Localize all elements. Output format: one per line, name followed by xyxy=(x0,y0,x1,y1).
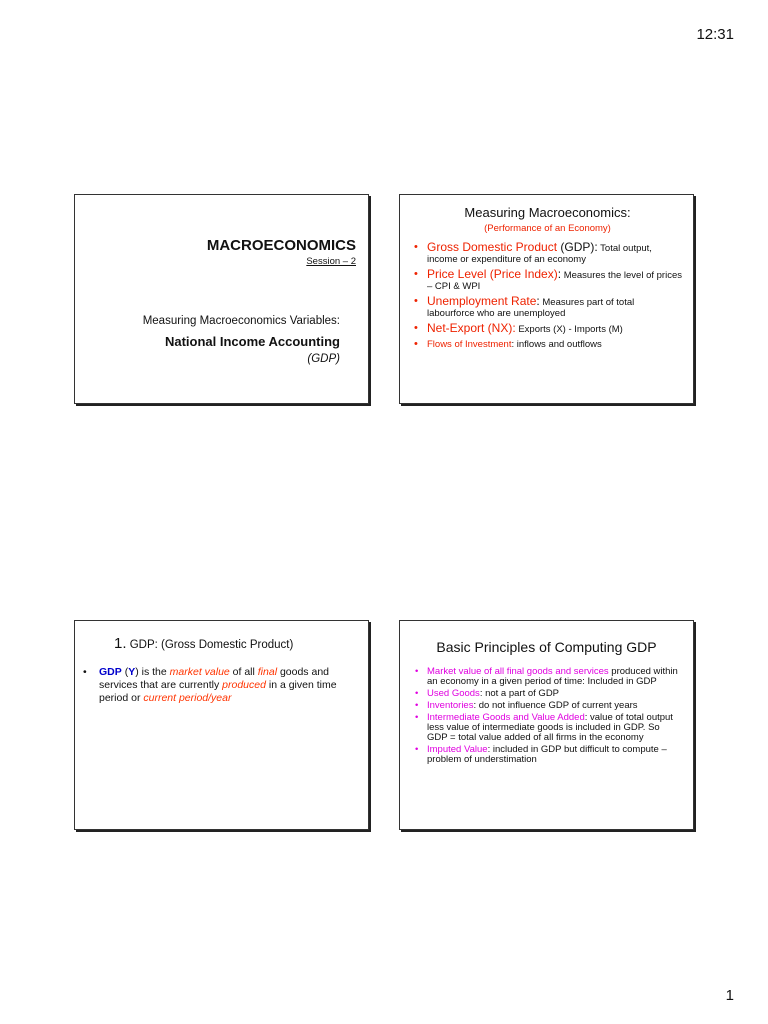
session-label: Session – 2 xyxy=(306,256,356,267)
list-item: • Net-Export (NX): Exports (X) - Imports (M) xyxy=(414,321,623,335)
slide-gdp xyxy=(74,620,369,830)
slide-heading: Measuring Macroeconomics: xyxy=(464,205,631,220)
slide-heading: Basic Principles of Computing GDP xyxy=(436,639,657,655)
list-item: • Market value of all final goods and services produced within an economy in a given period of time: Included in GDP xyxy=(415,666,678,687)
bullet-list xyxy=(412,242,683,350)
list-item: • Imputed Value: included in GDP but difficult to compute – problem of understimation xyxy=(415,744,667,765)
page-number: 1 xyxy=(725,987,734,1004)
list-item: • Price Level (Price Index): Measures the level of prices – CPI & WPI xyxy=(414,267,682,292)
subtitle-line-1: Measuring Macroeconomics Variables: xyxy=(142,315,340,327)
bullet-list xyxy=(412,667,681,765)
slide-subheading: (Performance of an Economy) xyxy=(484,223,611,234)
list-item: • Inventories: do not influence GDP of current years xyxy=(415,700,638,711)
slide-principles xyxy=(399,620,694,830)
list-item: • Unemployment Rate: Measures part of total labourforce who are unemployed xyxy=(414,294,635,319)
slide-title xyxy=(74,194,369,404)
time-label: 12:31 xyxy=(696,26,734,43)
list-item: • Intermediate Goods and Value Added: value of total output less value of intermediate goods is included in GDP. So GDP = total value added of all firms in the economy xyxy=(415,712,673,743)
list-item: • Gross Domestic Product (GDP): Total output, income or expenditure of an economy xyxy=(414,240,652,265)
subtitle-line-3: (GDP) xyxy=(307,353,340,365)
slide-title-heading: MACROECONOMICS xyxy=(206,237,356,254)
list-item: • Flows of Investment: inflows and outflows xyxy=(414,338,602,350)
slide-measuring xyxy=(399,194,694,404)
gdp-definition: • GDP (Y) is the market value of all final goods and services that are currently produced in a given time period or current period/year xyxy=(83,666,337,704)
list-item: • Used Goods: not a part of GDP xyxy=(415,688,560,699)
slide-heading: 1. GDP: (Gross Domestic Product) xyxy=(114,635,294,652)
subtitle-line-2: National Income Accounting xyxy=(164,334,340,349)
